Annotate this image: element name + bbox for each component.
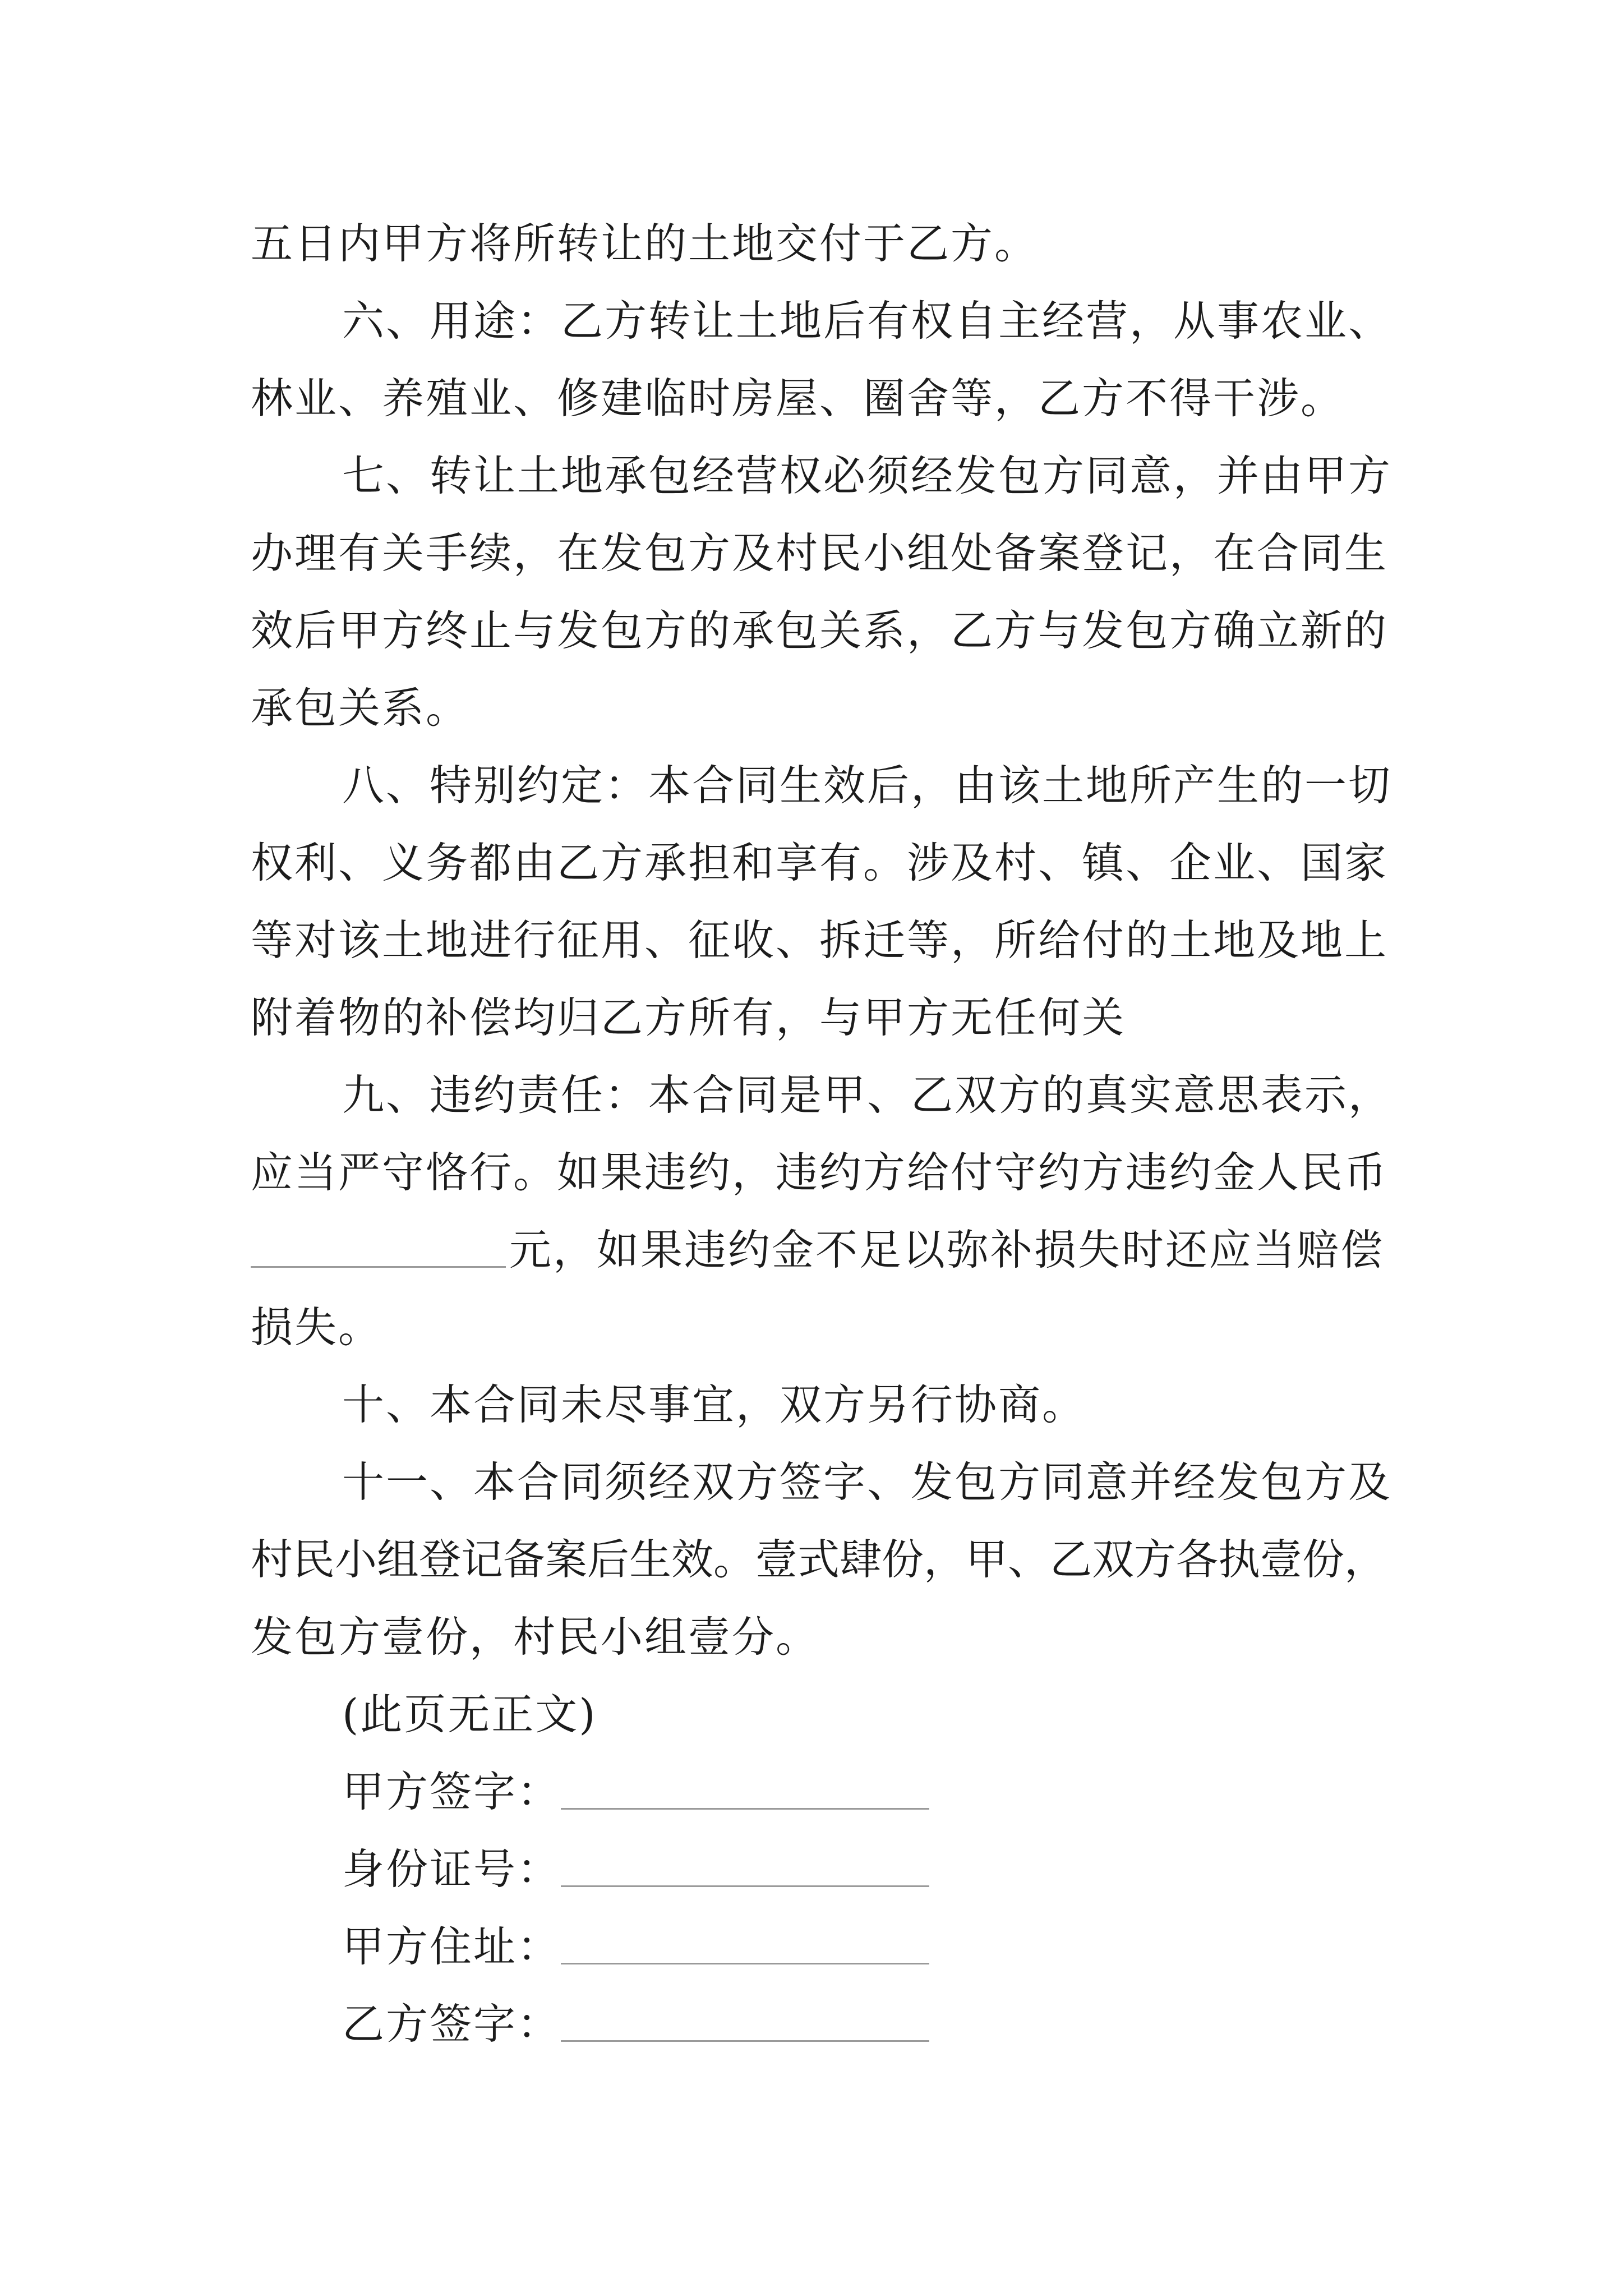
text-line-with-blank [251,1211,1451,1289]
paragraph-clause-10-other-matters [251,1366,1451,1443]
paragraph-clause-9-liability [251,1056,1451,1366]
document-body [251,205,1451,2063]
signature-field-party-a [251,1753,1451,1830]
text-line: 村民小组登记备案后生效。壹式肆份，甲、乙双方各执壹份， [251,1535,1387,1584]
id-number-blank-line [561,1852,929,1887]
signature-field-party-b [251,1985,1451,2063]
penalty-amount-blank [251,1232,506,1268]
address-field-party-a [251,1908,1451,1985]
text-line: 损失。 [251,1303,382,1352]
text-line: 六、用途：乙方转让土地后有权自主经营，从事农业、 [342,296,1393,346]
text-line: 八、特别约定：本合同生效后，由该土地所产生的一切 [342,761,1393,810]
paragraph-clause-8-special-agreement [251,747,1451,1056]
text-line: 十一、本合同须经双方签字、发包方同意并经发包方及 [342,1457,1393,1507]
text-line: 九、违约责任：本合同是甲、乙双方的真实意思表示， [342,1070,1393,1120]
no-body-text-note: (此页无正文) [342,1690,597,1739]
text-line: 应当严守恪行。如果违约，违约方给付守约方违约金人民币 [251,1148,1389,1197]
text-line: 权利、义务都由乙方承担和享有。涉及村、镇、企业、国家 [251,838,1389,887]
paragraph-clause-11-effectiveness [251,1443,1451,1676]
paragraph-clause-6-usage [251,282,1451,437]
field-label: 乙方签字： [342,1999,561,2049]
field-label: 甲方住址： [342,1922,561,1971]
signature-blank-line [561,1774,929,1810]
text-line: 林业、养殖业、修建临时房屋、圈舍等，乙方不得干涉。 [251,374,1345,423]
text-line: 七、转让土地承包经营权必须经发包方同意，并由甲方 [342,451,1393,500]
id-number-field [251,1830,1451,1908]
signature-blank-line [561,2007,929,2042]
text-line: 办理有关手续，在发包方及村民小组处备案登记，在合同生 [251,528,1389,578]
text-line: 十、本合同未尽事宜，双方另行协商。 [342,1380,1086,1429]
text-line: 效后甲方终止与发包方的承包关系，乙方与发包方确立新的 [251,606,1389,655]
text-line: 发包方壹份，村民小组壹分。 [251,1612,820,1662]
text-line: 附着物的补偿均归乙方所有，与甲方无任何关 [251,993,1126,1042]
text-line: 五日内甲方将所转让的土地交付于乙方。 [251,219,1039,268]
text-segment: 元，如果违约金不足以弥补损失时还应当赔偿 [509,1225,1385,1274]
field-label: 身份证号： [342,1844,561,1894]
text-line: 等对该土地进行征用、征收、拆迁等，所给付的土地及地上 [251,915,1389,965]
paragraph-clause-7-transfer-procedure [251,437,1451,747]
address-blank-line [561,1929,929,1964]
text-line: 承包关系。 [251,683,470,733]
field-label: 甲方签字： [342,1767,561,1816]
signature-block [251,1753,1451,2063]
paragraph-continuation [251,205,1451,282]
